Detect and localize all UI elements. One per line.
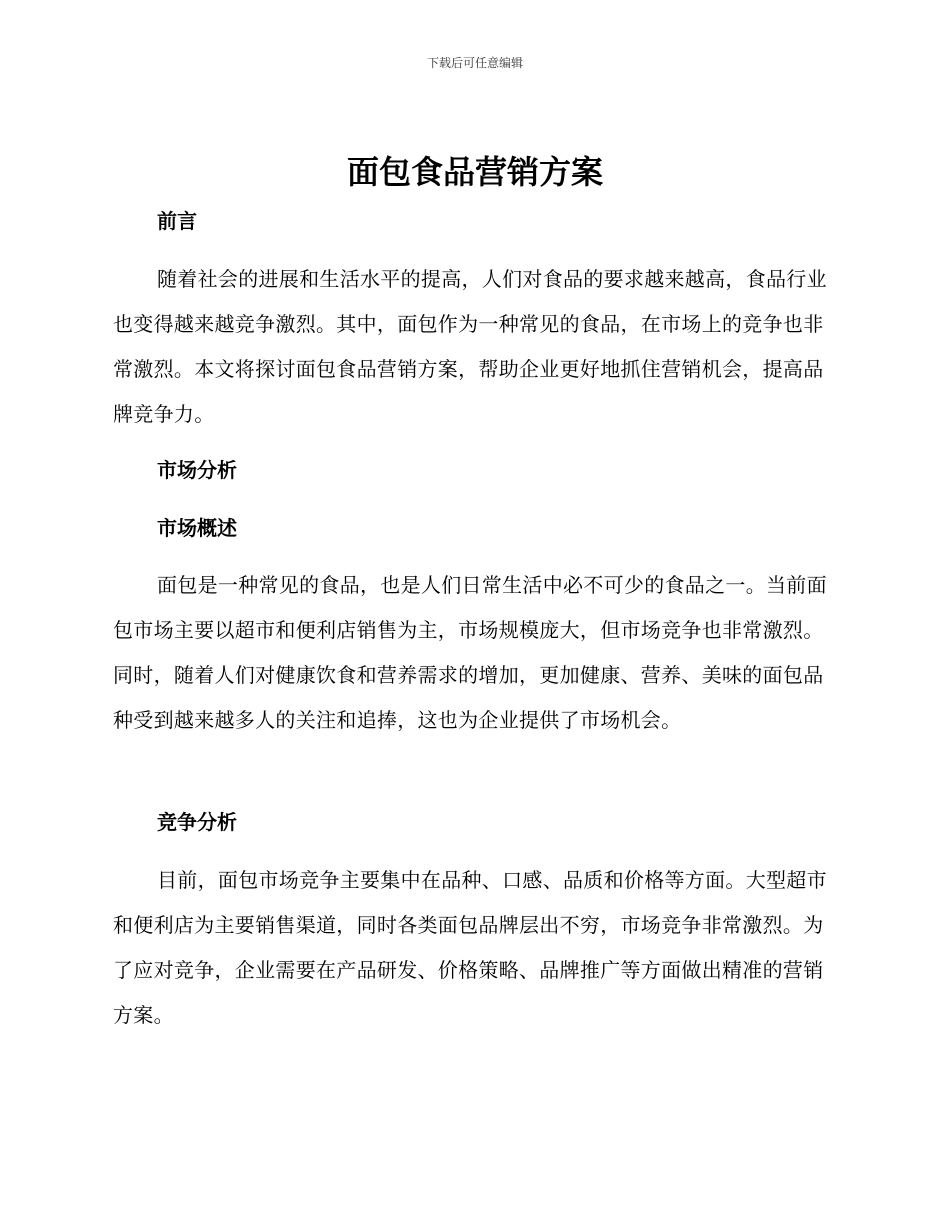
heading-competition-analysis: 竞争分析: [157, 810, 237, 834]
heading-preface: 前言: [157, 209, 197, 233]
header-note: 下载后可任意编辑: [426, 56, 523, 70]
document-title: 面包食品营销方案: [346, 153, 603, 191]
paragraph-preface: 随着社会的进展和生活水平的提高，人们对食品的要求越来越高，食品行业也变得越来越竞争激烈。其中，面包作为一种常见的食品，在市场上的竞争也非常激烈。本文将探讨面包食品营销方案，帮助企业更好地抓住营销机会，提高品牌竞争力。: [113, 267, 827, 426]
heading-market-analysis: 市场分析: [157, 458, 237, 482]
heading-market-overview: 市场概述: [157, 516, 237, 540]
paragraph-competition-analysis: 目前，面包市场竞争主要集中在品种、口感、品质和价格等方面。大型超市和便利店为主要销售渠道，同时各类面包品牌层出不穷，市场竞争非常激烈。为了应对竞争，企业需要在产品研发、价格策略、品牌推广等方面做出精准的营销方案。: [113, 868, 827, 1027]
paragraph-market-overview: 面包是一种常见的食品，也是人们日常生活中必不可少的食品之一。当前面包市场主要以超市和便利店销售为主，市场规模庞大，但市场竞争也非常激烈。同时，随着人们对健康饮食和营养需求的增加，更加健康、营养、美味的面包品种受到越来越多人的关注和追捧，这也为企业提供了市场机会。: [113, 573, 827, 732]
